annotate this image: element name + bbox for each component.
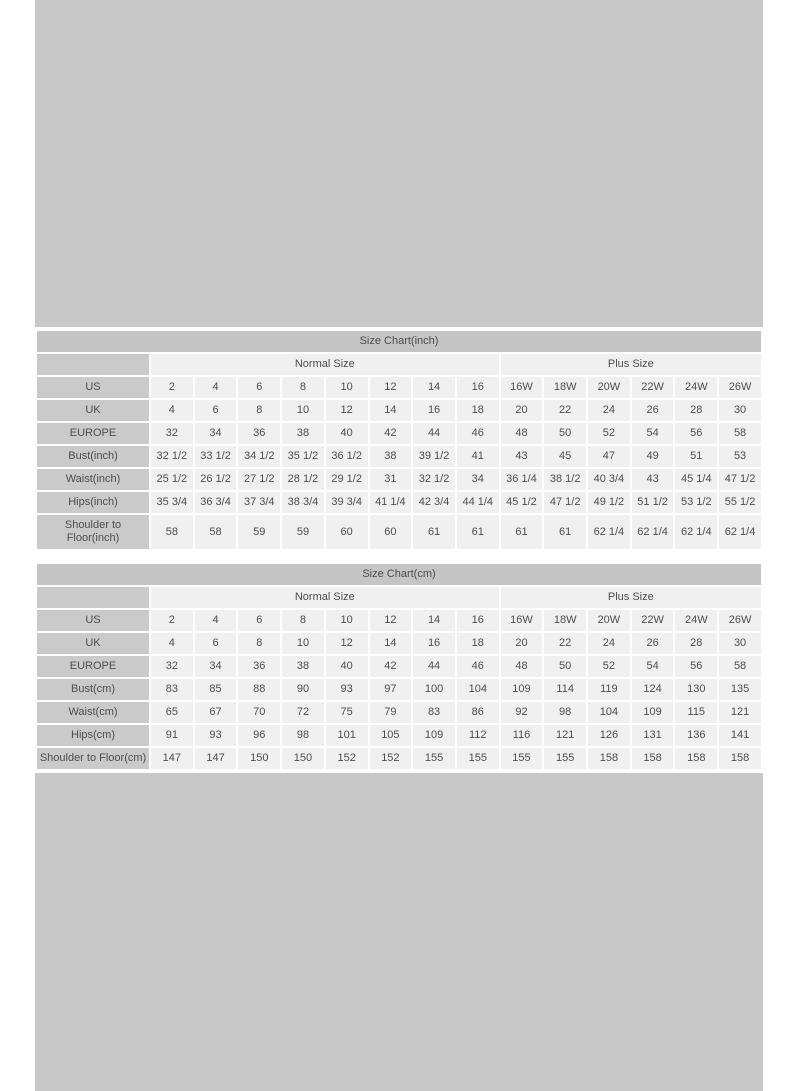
table-cell: 4 bbox=[151, 400, 193, 421]
table-cell: 155 bbox=[501, 748, 543, 769]
size-chart-table-inch bbox=[35, 329, 763, 551]
column-group-header: Plus Size bbox=[501, 354, 761, 375]
table-cell: 86 bbox=[457, 702, 499, 723]
table-cell: 135 bbox=[719, 679, 761, 700]
table-cell: 45 bbox=[544, 446, 586, 467]
table-row bbox=[37, 423, 761, 444]
table-cell: 58 bbox=[719, 656, 761, 677]
table-cell: 41 bbox=[457, 446, 499, 467]
table-cell: 44 bbox=[413, 656, 455, 677]
table-cell: 61 bbox=[457, 515, 499, 549]
table-cell: 6 bbox=[238, 610, 280, 631]
table-cell: 42 3/4 bbox=[413, 492, 455, 513]
table-cell: 24 bbox=[588, 400, 630, 421]
table-cell: 20W bbox=[588, 610, 630, 631]
table-cell: 12 bbox=[326, 400, 368, 421]
row-label: Bust(cm) bbox=[37, 679, 149, 700]
table-cell: 49 bbox=[632, 446, 674, 467]
table-cell: 24W bbox=[675, 377, 717, 398]
table-cell: 70 bbox=[238, 702, 280, 723]
table-cell: 18W bbox=[544, 610, 586, 631]
table-cell: 24 bbox=[588, 633, 630, 654]
table-cell: 61 bbox=[501, 515, 543, 549]
column-group-header: Normal Size bbox=[151, 587, 499, 608]
table-cell: 38 bbox=[282, 656, 324, 677]
table-cell: 34 bbox=[195, 656, 237, 677]
table-cell: 14 bbox=[413, 377, 455, 398]
table-cell: 42 bbox=[370, 656, 412, 677]
table-cell: 29 1/2 bbox=[326, 469, 368, 490]
table-row bbox=[37, 469, 761, 490]
table-cell: 8 bbox=[282, 610, 324, 631]
table-cell: 16 bbox=[413, 400, 455, 421]
table-cell: 65 bbox=[151, 702, 193, 723]
table-cell: 4 bbox=[195, 610, 237, 631]
table-cell: 28 1/2 bbox=[282, 469, 324, 490]
table-cell: 105 bbox=[370, 725, 412, 746]
table-cell: 85 bbox=[195, 679, 237, 700]
row-label: US bbox=[37, 377, 149, 398]
table-cell: 45 1/4 bbox=[675, 469, 717, 490]
table-cell: 18 bbox=[457, 400, 499, 421]
table-cell: 14 bbox=[413, 610, 455, 631]
table-cell: 115 bbox=[675, 702, 717, 723]
table-cell: 26W bbox=[719, 377, 761, 398]
table-cell: 91 bbox=[151, 725, 193, 746]
table-cell: 100 bbox=[413, 679, 455, 700]
table-cell: 36 1/2 bbox=[326, 446, 368, 467]
size-chart-table-cm bbox=[35, 562, 763, 771]
row-label: Shoulder to Floor(cm) bbox=[37, 748, 149, 769]
table-cell: 30 bbox=[719, 400, 761, 421]
table-cell: 51 1/2 bbox=[632, 492, 674, 513]
table-cell: 121 bbox=[719, 702, 761, 723]
table-cell: 58 bbox=[151, 515, 193, 549]
table-cell: 44 bbox=[413, 423, 455, 444]
table-cell: 109 bbox=[632, 702, 674, 723]
table-cell: 150 bbox=[238, 748, 280, 769]
row-label: US bbox=[37, 610, 149, 631]
table-cell: 38 bbox=[370, 446, 412, 467]
table-cell: 116 bbox=[501, 725, 543, 746]
table-cell: 98 bbox=[282, 725, 324, 746]
table-cell: 45 1/2 bbox=[501, 492, 543, 513]
table-cell: 50 bbox=[544, 423, 586, 444]
table-cell: 93 bbox=[326, 679, 368, 700]
table-cell: 52 bbox=[588, 656, 630, 677]
table-cell: 16W bbox=[501, 377, 543, 398]
table-cell: 31 bbox=[370, 469, 412, 490]
table-cell: 39 1/2 bbox=[413, 446, 455, 467]
table-cell: 44 1/4 bbox=[457, 492, 499, 513]
table-cell: 62 1/4 bbox=[588, 515, 630, 549]
table-cell: 59 bbox=[282, 515, 324, 549]
table-cell: 158 bbox=[675, 748, 717, 769]
table-cell: 35 3/4 bbox=[151, 492, 193, 513]
table-cell: 126 bbox=[588, 725, 630, 746]
table-cell: 152 bbox=[370, 748, 412, 769]
table-cell: 53 1/2 bbox=[675, 492, 717, 513]
corner-cell bbox=[37, 354, 149, 375]
table-cell: 124 bbox=[632, 679, 674, 700]
table-cell: 2 bbox=[151, 610, 193, 631]
table-row bbox=[37, 377, 761, 398]
table-row bbox=[37, 656, 761, 677]
table-cell: 25 1/2 bbox=[151, 469, 193, 490]
table-cell: 32 1/2 bbox=[151, 446, 193, 467]
table-cell: 28 bbox=[675, 400, 717, 421]
table-cell: 12 bbox=[370, 377, 412, 398]
table-row bbox=[37, 702, 761, 723]
gray-panel bbox=[35, 0, 763, 1091]
table-cell: 12 bbox=[370, 610, 412, 631]
table-cell: 22 bbox=[544, 633, 586, 654]
table-cell: 47 bbox=[588, 446, 630, 467]
table-cell: 52 bbox=[588, 423, 630, 444]
size-chart-container bbox=[35, 327, 763, 773]
table-cell: 88 bbox=[238, 679, 280, 700]
table-cell: 30 bbox=[719, 633, 761, 654]
table-cell: 22W bbox=[632, 610, 674, 631]
table-row bbox=[37, 633, 761, 654]
table-cell: 40 3/4 bbox=[588, 469, 630, 490]
table-cell: 131 bbox=[632, 725, 674, 746]
table-cell: 55 1/2 bbox=[719, 492, 761, 513]
group-header-row bbox=[37, 587, 761, 608]
row-label: Shoulder to Floor(inch) bbox=[37, 515, 149, 549]
table-cell: 16 bbox=[457, 377, 499, 398]
table-cell: 60 bbox=[326, 515, 368, 549]
table-cell: 36 bbox=[238, 423, 280, 444]
table-cell: 39 3/4 bbox=[326, 492, 368, 513]
table-cell: 47 1/2 bbox=[719, 469, 761, 490]
table-cell: 58 bbox=[719, 423, 761, 444]
table-cell: 32 bbox=[151, 423, 193, 444]
row-label: EUROPE bbox=[37, 423, 149, 444]
row-label: Hips(inch) bbox=[37, 492, 149, 513]
table-cell: 48 bbox=[501, 423, 543, 444]
table-cell: 53 bbox=[719, 446, 761, 467]
table-cell: 54 bbox=[632, 656, 674, 677]
table-cell: 14 bbox=[370, 633, 412, 654]
row-label: Bust(inch) bbox=[37, 446, 149, 467]
table-row bbox=[37, 610, 761, 631]
table-row bbox=[37, 492, 761, 513]
table-cell: 83 bbox=[413, 702, 455, 723]
table-cell: 46 bbox=[457, 423, 499, 444]
table-cell: 38 3/4 bbox=[282, 492, 324, 513]
table-cell: 104 bbox=[457, 679, 499, 700]
table-cell: 62 1/4 bbox=[632, 515, 674, 549]
table-cell: 155 bbox=[413, 748, 455, 769]
table-row bbox=[37, 725, 761, 746]
table-cell: 36 1/4 bbox=[501, 469, 543, 490]
table-row bbox=[37, 446, 761, 467]
table-cell: 79 bbox=[370, 702, 412, 723]
table-gap bbox=[35, 551, 763, 562]
table-cell: 158 bbox=[719, 748, 761, 769]
table-row bbox=[37, 515, 761, 549]
table-cell: 37 3/4 bbox=[238, 492, 280, 513]
table-cell: 155 bbox=[457, 748, 499, 769]
table-cell: 41 1/4 bbox=[370, 492, 412, 513]
table-cell: 59 bbox=[238, 515, 280, 549]
table-cell: 50 bbox=[544, 656, 586, 677]
table-cell: 32 1/2 bbox=[413, 469, 455, 490]
table-cell: 109 bbox=[413, 725, 455, 746]
table-cell: 141 bbox=[719, 725, 761, 746]
corner-cell bbox=[37, 587, 149, 608]
table-cell: 16 bbox=[457, 610, 499, 631]
table-cell: 54 bbox=[632, 423, 674, 444]
row-label: Waist(inch) bbox=[37, 469, 149, 490]
row-label: Waist(cm) bbox=[37, 702, 149, 723]
table-cell: 130 bbox=[675, 679, 717, 700]
table-cell: 60 bbox=[370, 515, 412, 549]
table-cell: 147 bbox=[195, 748, 237, 769]
table-cell: 49 1/2 bbox=[588, 492, 630, 513]
table-cell: 61 bbox=[544, 515, 586, 549]
table-cell: 8 bbox=[238, 633, 280, 654]
table-cell: 56 bbox=[675, 423, 717, 444]
table-cell: 43 bbox=[501, 446, 543, 467]
table-cell: 150 bbox=[282, 748, 324, 769]
table-cell: 18W bbox=[544, 377, 586, 398]
table-cell: 26 1/2 bbox=[195, 469, 237, 490]
table-cell: 72 bbox=[282, 702, 324, 723]
table-cell: 26 bbox=[632, 400, 674, 421]
table-cell: 109 bbox=[501, 679, 543, 700]
table-cell: 22W bbox=[632, 377, 674, 398]
table-cell: 10 bbox=[326, 610, 368, 631]
table-cell: 24W bbox=[675, 610, 717, 631]
table-cell: 26W bbox=[719, 610, 761, 631]
table-cell: 40 bbox=[326, 423, 368, 444]
table-cell: 147 bbox=[151, 748, 193, 769]
table-cell: 22 bbox=[544, 400, 586, 421]
table-cell: 8 bbox=[238, 400, 280, 421]
table-cell: 93 bbox=[195, 725, 237, 746]
table-cell: 16W bbox=[501, 610, 543, 631]
table-cell: 38 1/2 bbox=[544, 469, 586, 490]
table-cell: 10 bbox=[282, 633, 324, 654]
table-cell: 61 bbox=[413, 515, 455, 549]
table-cell: 121 bbox=[544, 725, 586, 746]
title-row bbox=[37, 564, 761, 585]
table-cell: 27 1/2 bbox=[238, 469, 280, 490]
table-row bbox=[37, 679, 761, 700]
table-cell: 16 bbox=[413, 633, 455, 654]
column-group-header: Plus Size bbox=[501, 587, 761, 608]
table-title: Size Chart(inch) bbox=[37, 331, 761, 352]
table-cell: 67 bbox=[195, 702, 237, 723]
table-cell: 152 bbox=[326, 748, 368, 769]
table-cell: 6 bbox=[195, 400, 237, 421]
table-cell: 136 bbox=[675, 725, 717, 746]
table-cell: 26 bbox=[632, 633, 674, 654]
row-label: UK bbox=[37, 400, 149, 421]
table-cell: 114 bbox=[544, 679, 586, 700]
table-cell: 36 3/4 bbox=[195, 492, 237, 513]
table-cell: 101 bbox=[326, 725, 368, 746]
table-cell: 10 bbox=[282, 400, 324, 421]
table-cell: 35 1/2 bbox=[282, 446, 324, 467]
table-cell: 28 bbox=[675, 633, 717, 654]
table-cell: 20 bbox=[501, 633, 543, 654]
table-cell: 14 bbox=[370, 400, 412, 421]
table-cell: 34 bbox=[195, 423, 237, 444]
table-cell: 62 1/4 bbox=[719, 515, 761, 549]
row-label: UK bbox=[37, 633, 149, 654]
table-cell: 6 bbox=[238, 377, 280, 398]
column-group-header: Normal Size bbox=[151, 354, 499, 375]
table-cell: 56 bbox=[675, 656, 717, 677]
table-cell: 92 bbox=[501, 702, 543, 723]
table-cell: 62 1/4 bbox=[675, 515, 717, 549]
table-cell: 8 bbox=[282, 377, 324, 398]
table-cell: 10 bbox=[326, 377, 368, 398]
table-cell: 20 bbox=[501, 400, 543, 421]
table-cell: 20W bbox=[588, 377, 630, 398]
table-cell: 112 bbox=[457, 725, 499, 746]
table-cell: 34 bbox=[457, 469, 499, 490]
table-cell: 48 bbox=[501, 656, 543, 677]
table-cell: 90 bbox=[282, 679, 324, 700]
table-cell: 2 bbox=[151, 377, 193, 398]
table-cell: 58 bbox=[195, 515, 237, 549]
table-cell: 18 bbox=[457, 633, 499, 654]
table-cell: 98 bbox=[544, 702, 586, 723]
table-cell: 83 bbox=[151, 679, 193, 700]
table-cell: 47 1/2 bbox=[544, 492, 586, 513]
table-cell: 158 bbox=[588, 748, 630, 769]
table-cell: 155 bbox=[544, 748, 586, 769]
table-cell: 36 bbox=[238, 656, 280, 677]
table-cell: 46 bbox=[457, 656, 499, 677]
title-row bbox=[37, 331, 761, 352]
table-cell: 42 bbox=[370, 423, 412, 444]
table-cell: 12 bbox=[326, 633, 368, 654]
table-cell: 6 bbox=[195, 633, 237, 654]
table-cell: 38 bbox=[282, 423, 324, 444]
table-cell: 4 bbox=[195, 377, 237, 398]
table-row bbox=[37, 748, 761, 769]
table-cell: 96 bbox=[238, 725, 280, 746]
row-label: Hips(cm) bbox=[37, 725, 149, 746]
table-cell: 43 bbox=[632, 469, 674, 490]
table-cell: 33 1/2 bbox=[195, 446, 237, 467]
table-cell: 119 bbox=[588, 679, 630, 700]
table-cell: 158 bbox=[632, 748, 674, 769]
table-cell: 32 bbox=[151, 656, 193, 677]
table-cell: 4 bbox=[151, 633, 193, 654]
row-label: EUROPE bbox=[37, 656, 149, 677]
table-row bbox=[37, 400, 761, 421]
table-title: Size Chart(cm) bbox=[37, 564, 761, 585]
group-header-row bbox=[37, 354, 761, 375]
table-cell: 75 bbox=[326, 702, 368, 723]
table-cell: 40 bbox=[326, 656, 368, 677]
table-cell: 34 1/2 bbox=[238, 446, 280, 467]
table-cell: 104 bbox=[588, 702, 630, 723]
table-cell: 51 bbox=[675, 446, 717, 467]
table-cell: 97 bbox=[370, 679, 412, 700]
